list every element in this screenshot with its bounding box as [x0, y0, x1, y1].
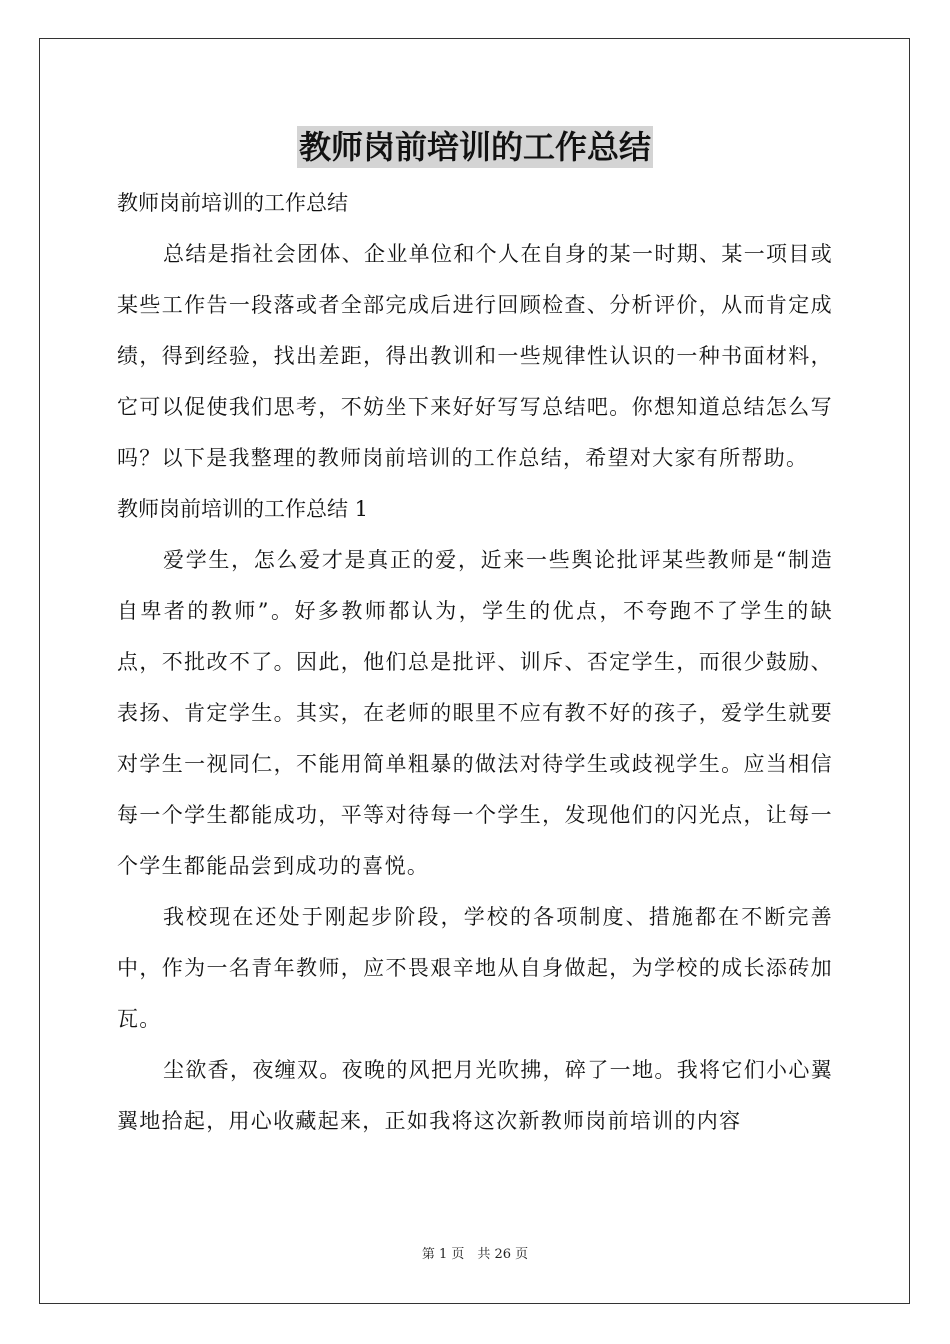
document-body	[117, 178, 833, 1147]
title-container	[0, 126, 950, 168]
paragraph-love-students: 爱学生，怎么爱才是真正的爱，近来一些舆论批评某些教师是“制造自卑者的教师”。好多教师都认为，学生的优点，不夸跑不了学生的缺点，不批改不了。因此，他们总是批评、训斥、否定学生，而很少鼓励、表扬、肯定学生。其实，在老师的眼里不应有教不好的孩子，爱学生就要对学生一视同仁，不能用简单粗暴的做法对待学生或歧视学生。应当相信每一个学生都能成功，平等对待每一个学生，发现他们的闪光点，让每一个学生都能品尝到成功的喜悦。	[117, 548, 833, 878]
paragraph-night-wind: 尘欲香，夜缠双。夜晚的风把月光吹拂，碎了一地。我将它们小心翼翼地拾起，用心收藏起来，正如我将这次新教师岗前培训的内容	[117, 1058, 833, 1133]
document-subtitle: 教师岗前培训的工作总结	[117, 191, 348, 215]
paragraph-intro: 总结是指社会团体、企业单位和个人在自身的某一时期、某一项目或某些工作告一段落或者全部完成后进行回顾检查、分析评价，从而肯定成绩，得到经验，找出差距，得出教训和一些规律性认识的一种书面材料，它可以促使我们思考，不妨坐下来好好写写总结吧。你想知道总结怎么写吗？以下是我整理的教师岗前培训的工作总结，希望对大家有所帮助。	[117, 242, 833, 470]
page-footer: 第 1 页 共 26 页	[421, 1247, 529, 1262]
paragraph-school-stage: 我校现在还处于刚起步阶段，学校的各项制度、措施都在不断完善中，作为一名青年教师，应不畏艰辛地从自身做起，为学校的成长添砖加瓦。	[117, 905, 833, 1031]
section-heading-1: 教师岗前培训的工作总结 1	[117, 497, 369, 521]
document-title: 教师岗前培训的工作总结	[298, 128, 651, 166]
